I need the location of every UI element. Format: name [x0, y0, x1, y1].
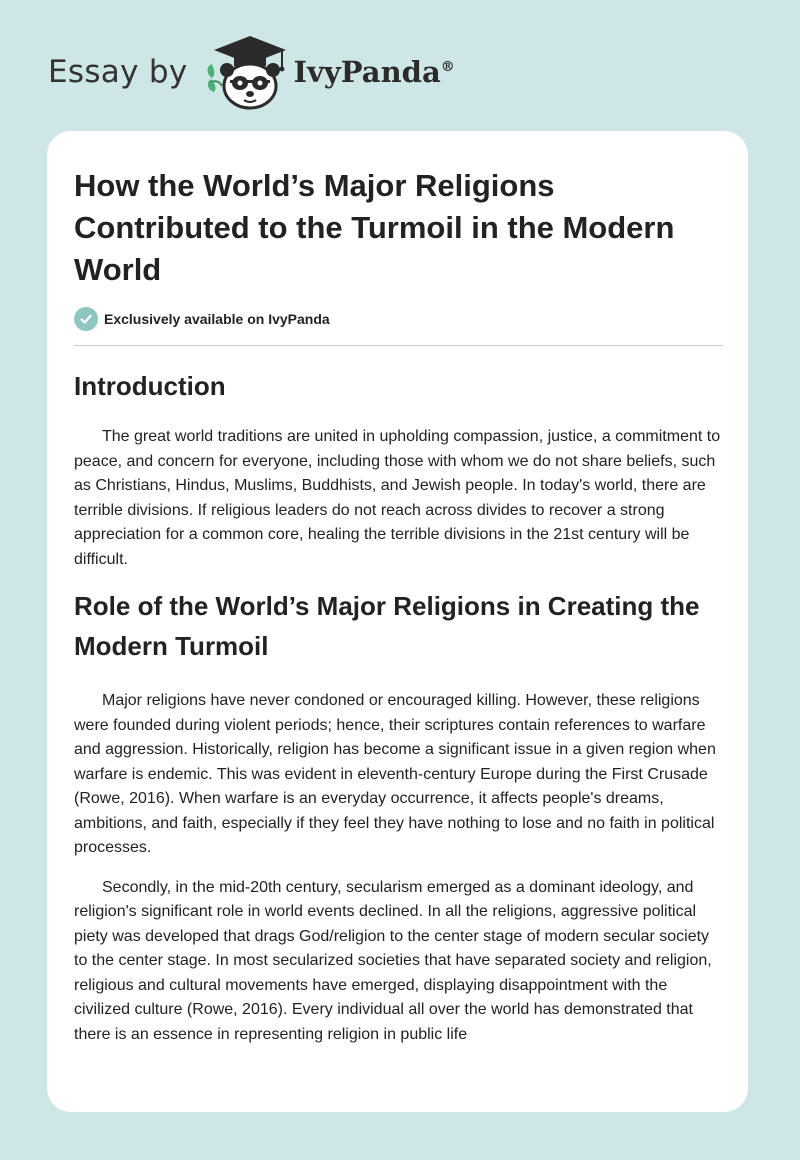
brand-header[interactable]	[48, 34, 455, 110]
essay-card	[47, 131, 748, 1112]
exclusive-badge	[74, 307, 722, 331]
paragraph: Secondly, in the mid-20th century, secularism emerged as a dominant ideology, and religion's significant role in world events declined. In all the religions, aggressive political piety was developed that drags God/religion to the center stage of modern secular society to the center stage. In most secularized societies that have separated society and religion, religious and cultural movements have emerged, displaying disappointment with the civilized culture (Rowe, 2016). Every individual all over the world has demonstrated that there is an essence in representing religion in public life	[74, 878, 712, 1043]
brand-prefix: Essay by	[48, 54, 188, 90]
page-title: How the World’s Major Religions Contributed to the Turmoil in the Modern World	[74, 168, 675, 287]
panda-graduate-icon	[202, 34, 292, 110]
section-heading-introduction: Introduction	[74, 371, 226, 401]
paragraph: Major religions have never condoned or encouraged killing. However, these religions were founded during violent periods; hence, their scriptures contain references to warfare and aggression. Historically, religion has become a significant issue in a given region when warfare is endemic. This was evident in eleventh-century Europe during the First Crusade (Rowe, 2016). When warfare is an everyday occurrence, it affects people's dreams, ambitions, and faith, especially if they feel they have nothing to lose and no faith in political processes.	[74, 692, 716, 856]
brand-name: IvyPanda®	[293, 55, 455, 89]
divider	[74, 345, 723, 346]
section-heading-role: Role of the World’s Major Religions in Creating the Modern Turmoil	[74, 591, 700, 661]
paragraph: The great world traditions are united in upholding compassion, justice, a commitment to peace, and concern for everyone, including those with whom we do not share beliefs, such as Christians, Hindus, Muslims, Buddhists, and Jewish people. In today's world, there are terrible divisions. If religious leaders do not reach across divides to recover a strong appreciation for a common core, healing the terrible divisions in the 21st century will be difficult.	[74, 428, 721, 568]
exclusive-badge-label: Exclusively available on IvyPanda	[104, 311, 330, 327]
check-circle-icon	[74, 307, 98, 331]
